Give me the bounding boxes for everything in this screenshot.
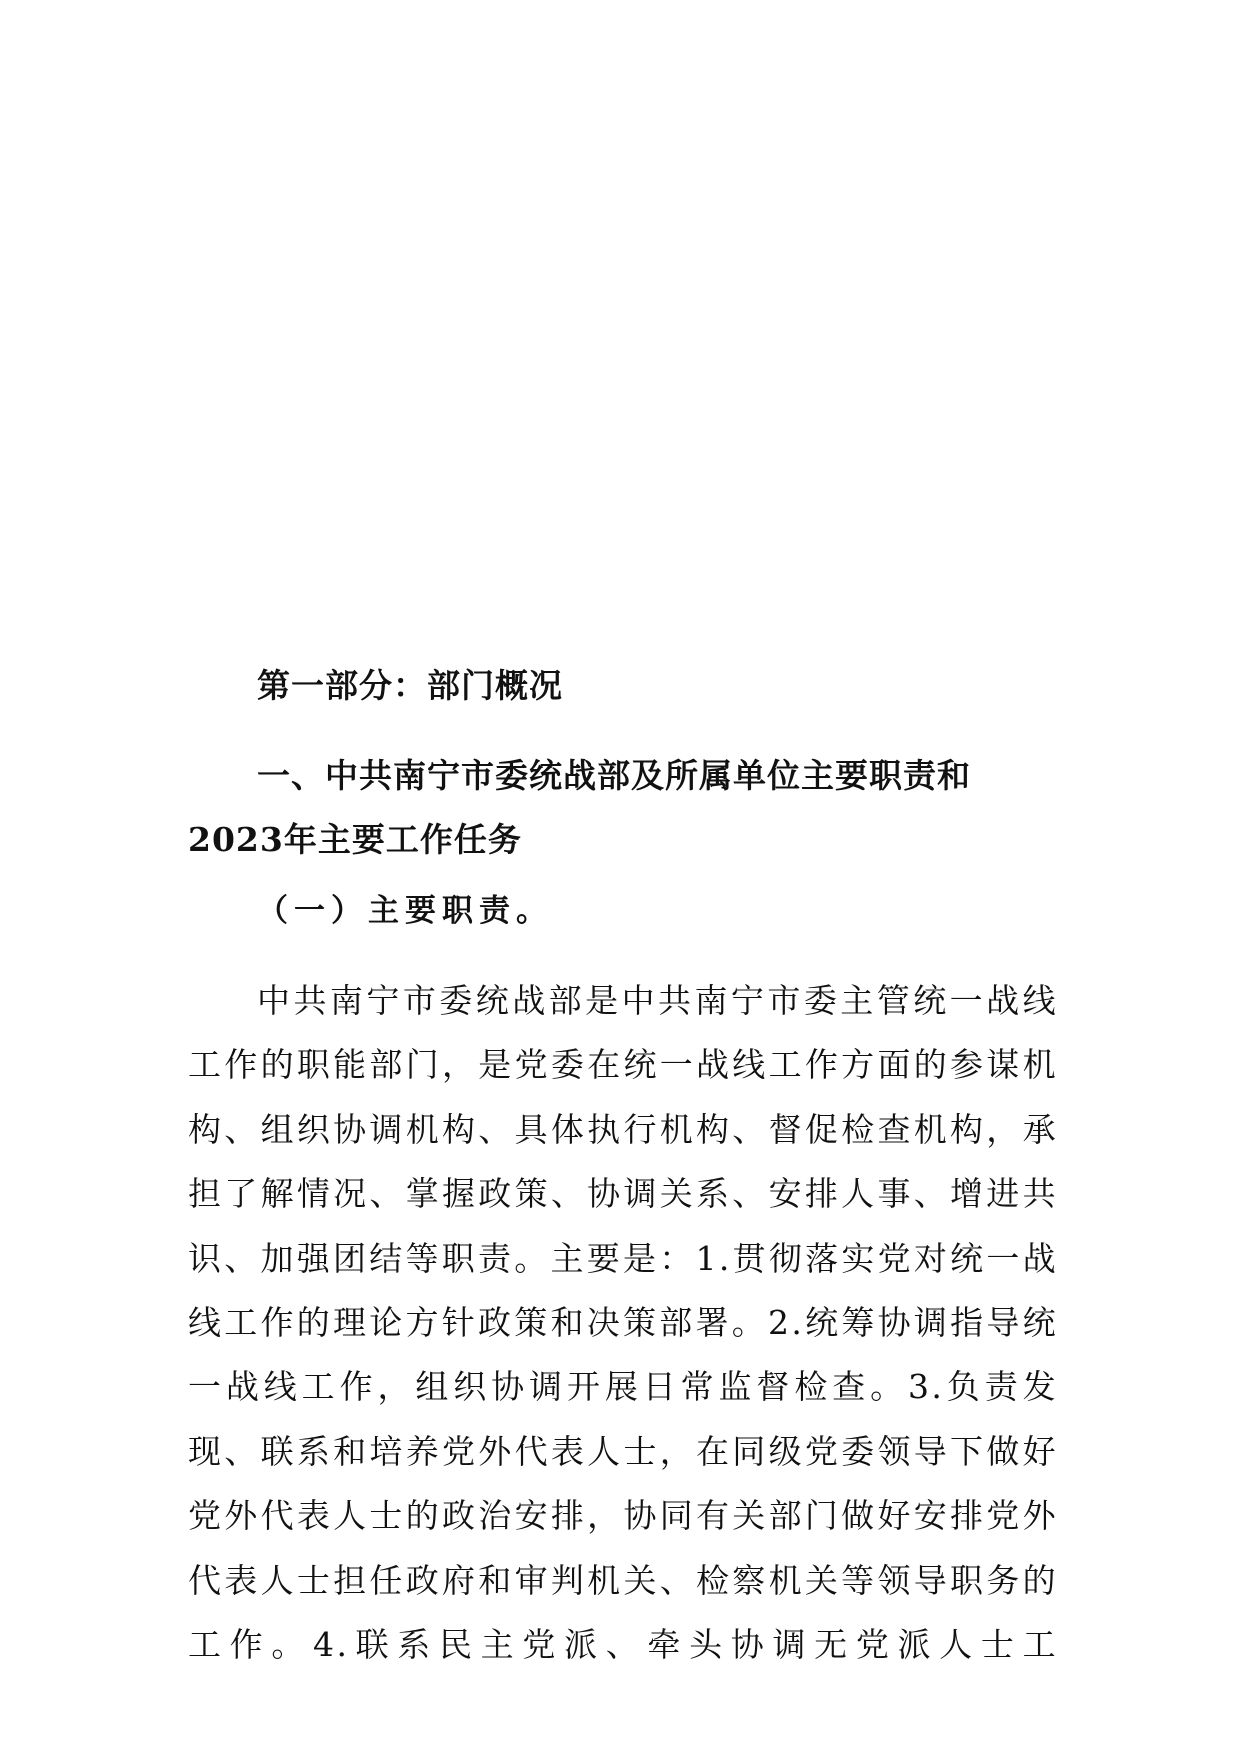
part-title: 第一部分：部门概况 bbox=[257, 666, 563, 705]
body-paragraph: 中共南宁市委统战部是中共南宁市委主管统一战线工作的职能部门，是党委在统一战线工作方面的参谋机构、组织协调机构、具体执行机构、督促检查机构，承担了解情况、掌握政策、协调关系、安排人事、增进共识、加强团结等职责。主要是：1.贯彻落实党对统一战线工作的理论方针政策和决策部署。2.统筹协调指导统一战线工作，组织协调开展日常监督检查。3.负责发现、联系和培养党外代表人士，在同级党委领导下做好党外代表人士的政治安排，协同有关部门做好安排党外代表人士担任政府和审判机关、检察机关等领导职务的工作。4.联系民主党派、牵头协调无党派人士工 bbox=[188, 981, 1058, 1665]
sub-heading: （一）主要职责。 bbox=[257, 893, 553, 929]
section-heading: 一、中共南宁市委统战部及所属单位主要职责和2023年主要工作任务 bbox=[188, 756, 971, 859]
